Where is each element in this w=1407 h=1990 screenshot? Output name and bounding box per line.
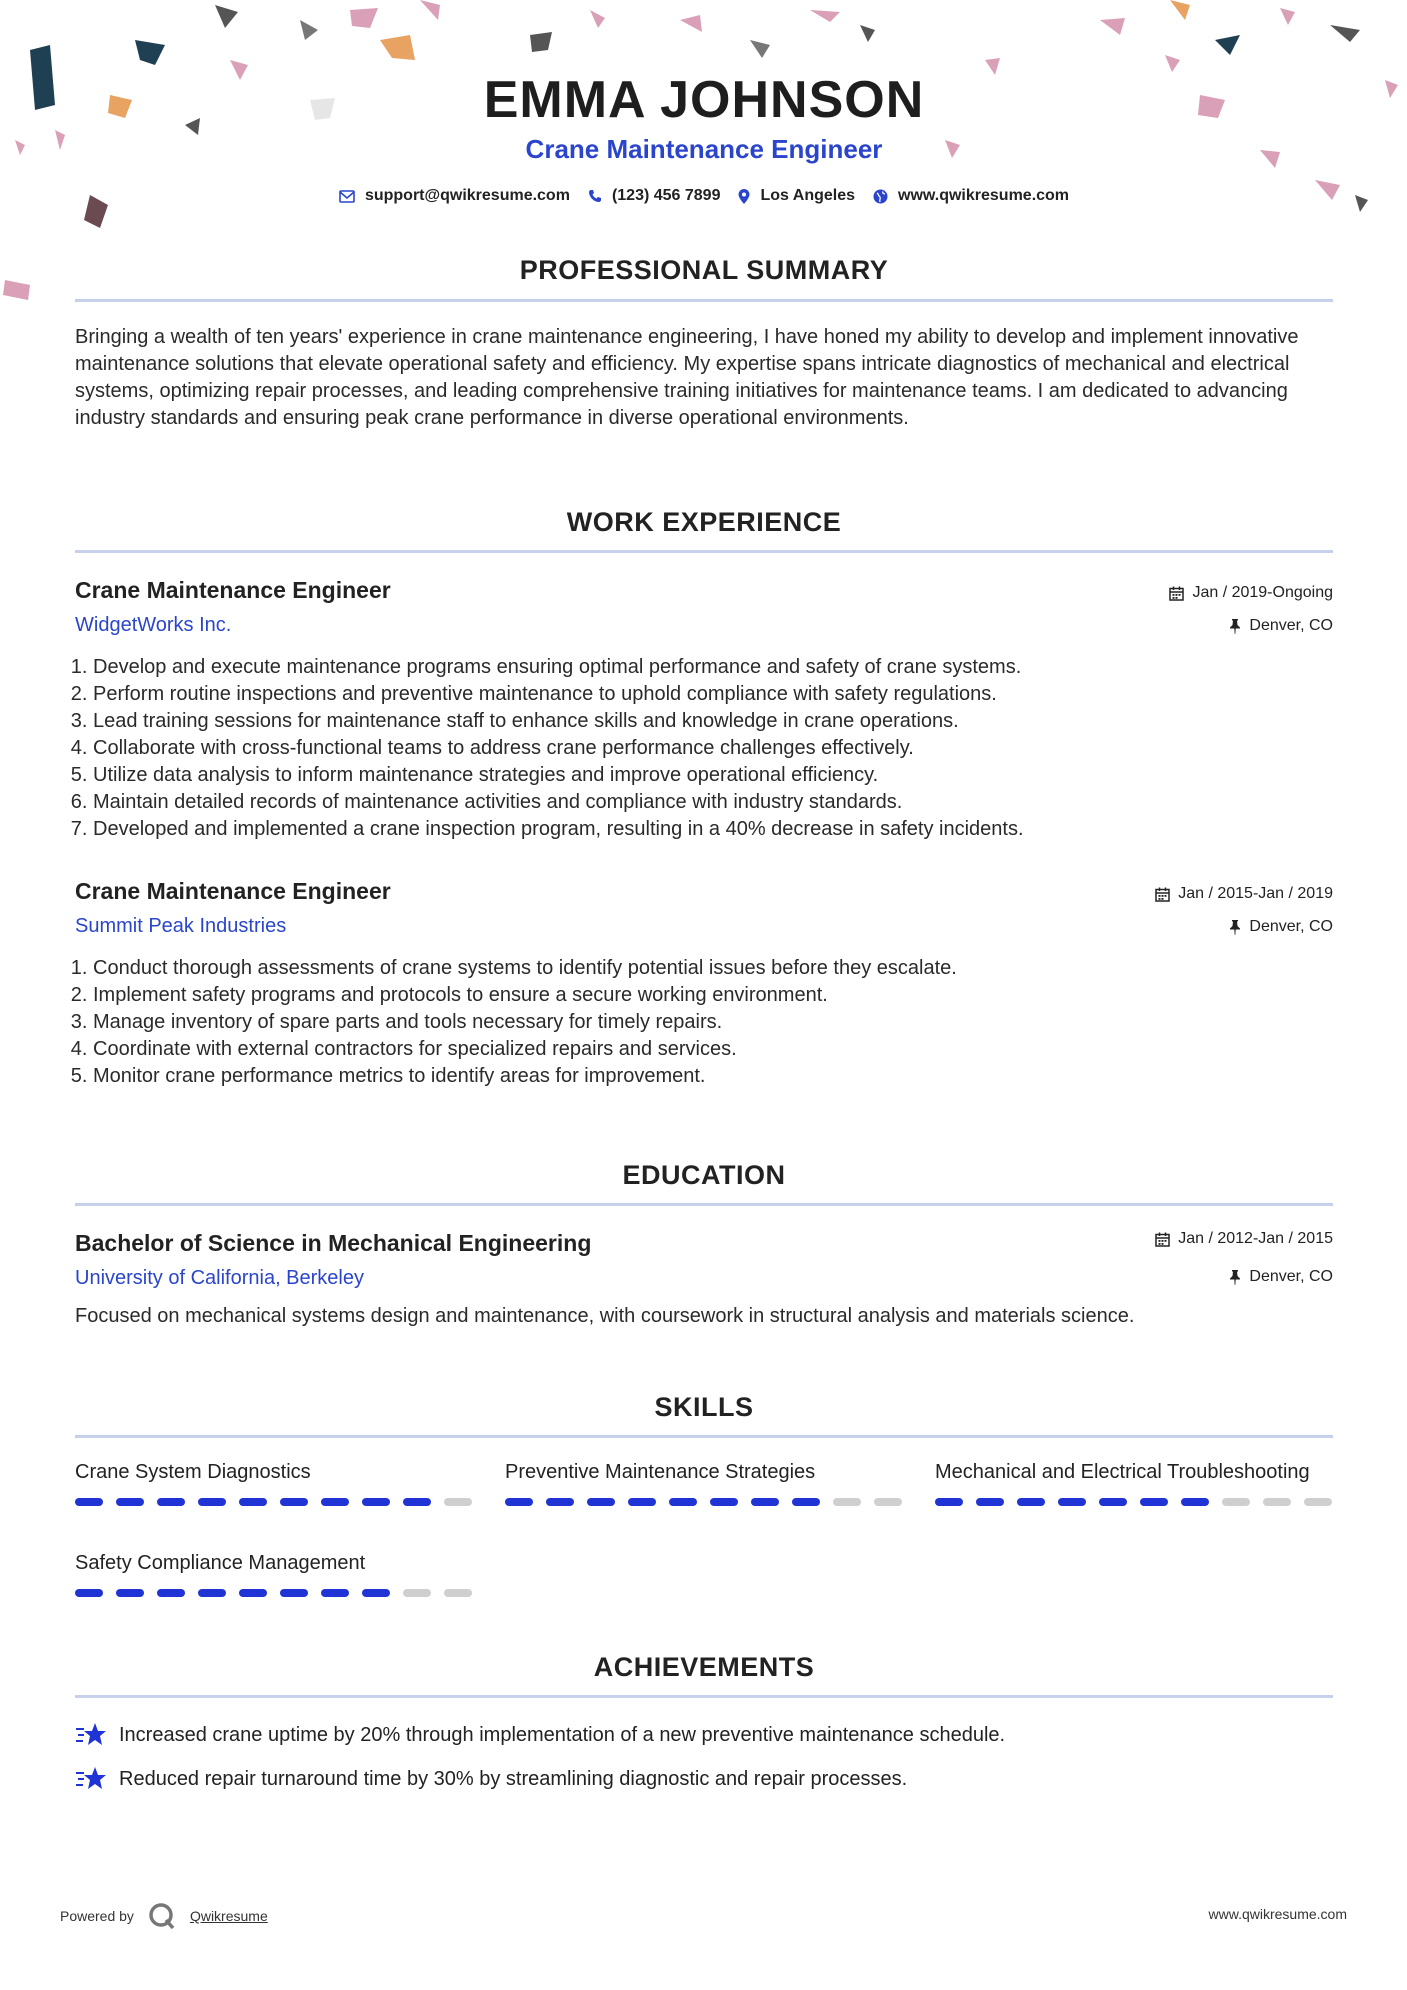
skill-dot-filled [362, 1498, 390, 1506]
contact-location-text: Los Angeles [760, 187, 856, 204]
education-dates [1155, 1230, 1333, 1248]
envelope-icon [339, 190, 355, 203]
job-1-location [1229, 617, 1333, 635]
job-1-company: WidgetWorks Inc. [75, 614, 232, 636]
achievements-divider [75, 1695, 1333, 1698]
skill-dot-filled [546, 1498, 574, 1506]
list-item: 7. Developed and implemented a crane inspection program, resulting in a 40% decrease in safety incidents. [93, 816, 1351, 843]
qwikresume-link[interactable]: Qwikresume [189, 1908, 268, 1924]
pushpin-icon [1229, 920, 1241, 935]
education-heading: EDUCATION [622, 1160, 786, 1190]
skill-name: Safety Compliance Management [75, 1552, 366, 1574]
contact-phone[interactable] [588, 187, 721, 205]
skill-dot-filled [751, 1498, 779, 1506]
star-icon [75, 1721, 107, 1749]
skill-dot-filled [362, 1589, 390, 1597]
skill-dot-empty [444, 1589, 472, 1597]
list-item: 6. Maintain detailed records of maintenance activities and compliance with industry standards. [93, 789, 1351, 816]
skill-dot-filled [198, 1589, 226, 1597]
skill-dot-filled [75, 1498, 103, 1506]
education-description: Focused on mechanical systems design and maintenance, with coursework in structural analysis and materials science. [75, 1305, 1135, 1327]
skill-dot-filled [669, 1498, 697, 1506]
skill-dot-filled [935, 1498, 963, 1506]
achievement-item [75, 1765, 907, 1793]
skill-dot-empty [1222, 1498, 1250, 1506]
list-item: 4. Collaborate with cross-functional teams to address crane performance challenges effectively. [93, 735, 1351, 762]
skill-dot-filled [792, 1498, 820, 1506]
education-location [1229, 1268, 1333, 1286]
education-degree: Bachelor of Science in Mechanical Engineering [75, 1230, 592, 1256]
list-item: 5. Utilize data analysis to inform maintenance strategies and improve operational efficiency. [93, 762, 1351, 789]
list-item: 3. Lead training sessions for maintenance staff to enhance skills and knowledge in crane operations. [93, 708, 1351, 735]
skill-dot-filled [157, 1498, 185, 1506]
skill-dot-filled [198, 1498, 226, 1506]
list-item: 1. Develop and execute maintenance programs ensuring optimal performance and safety of crane systems. [93, 654, 1351, 681]
job-2-location-text: Denver, CO [1249, 918, 1333, 935]
pushpin-icon [1229, 1270, 1241, 1285]
contact-bar [75, 187, 1333, 205]
skill-dot-filled [587, 1498, 615, 1506]
skill-rating [75, 1589, 475, 1597]
skill-dot-filled [116, 1498, 144, 1506]
skill-dot-filled [157, 1589, 185, 1597]
list-item: 1. Conduct thorough assessments of crane systems to identify potential issues before they escalate. [93, 955, 1351, 982]
list-item: 4. Coordinate with external contractors for specialized repairs and services. [93, 1036, 1351, 1063]
candidate-name: EMMA JOHNSON [483, 71, 925, 129]
contact-email[interactable] [339, 187, 570, 205]
skill-dot-empty [833, 1498, 861, 1506]
map-pin-icon [738, 189, 750, 204]
skill-rating [505, 1498, 905, 1506]
list-item: 2. Implement safety programs and protocols to ensure a secure working environment. [93, 982, 1351, 1009]
list-item: 5. Monitor crane performance metrics to identify areas for improvement. [93, 1063, 1351, 1090]
skill-dot-filled [628, 1498, 656, 1506]
skill-dot-filled [321, 1498, 349, 1506]
contact-website-text: www.qwikresume.com [898, 187, 1070, 204]
contact-location [738, 187, 855, 205]
job-1-title: Crane Maintenance Engineer [75, 577, 391, 603]
phone-icon [588, 189, 602, 203]
star-icon [75, 1765, 107, 1793]
skill-dot-filled [976, 1498, 1004, 1506]
achievement-item [75, 1721, 1005, 1749]
skill-dot-filled [1099, 1498, 1127, 1506]
candidate-title: Crane Maintenance Engineer [525, 134, 883, 164]
skill-dot-filled [403, 1498, 431, 1506]
skill-dot-empty [1304, 1498, 1332, 1506]
skill-name: Mechanical and Electrical Troubleshooting [935, 1461, 1310, 1483]
job-2-location [1229, 918, 1333, 936]
contact-website[interactable] [873, 187, 1069, 205]
job-1-dates [1169, 584, 1333, 602]
job-2-bullets [75, 955, 1351, 1090]
job-1-dates-text: Jan / 2019-Ongoing [1192, 584, 1333, 601]
summary-heading: PROFESSIONAL SUMMARY [519, 255, 889, 285]
education-location-text: Denver, CO [1249, 1268, 1333, 1285]
skill-item [75, 1459, 475, 1506]
skill-dot-empty [444, 1498, 472, 1506]
skill-dot-empty [403, 1589, 431, 1597]
calendar-icon [1155, 887, 1170, 902]
job-2-company: Summit Peak Industries [75, 915, 287, 937]
skill-name: Preventive Maintenance Strategies [505, 1461, 816, 1483]
skill-dot-empty [874, 1498, 902, 1506]
achievements-heading: ACHIEVEMENTS [593, 1652, 815, 1682]
skill-dot-filled [1017, 1498, 1045, 1506]
skill-dot-filled [116, 1589, 144, 1597]
footer-powered-by [60, 1902, 268, 1930]
job-1-bullets [75, 654, 1351, 843]
list-item: 2. Perform routine inspections and preventive maintenance to uphold compliance with safety regulations. [93, 681, 1351, 708]
skill-dot-filled [1058, 1498, 1086, 1506]
globe-icon [873, 189, 888, 204]
contact-phone-text: (123) 456 7899 [611, 187, 721, 204]
skill-dot-filled [321, 1589, 349, 1597]
job-1-location-text: Denver, CO [1249, 617, 1333, 634]
skill-dot-filled [710, 1498, 738, 1506]
skill-item [75, 1550, 475, 1597]
achievement-text: Reduced repair turnaround time by 30% by streamlining diagnostic and repair processes. [119, 1767, 908, 1790]
skill-item [935, 1459, 1335, 1506]
pushpin-icon [1229, 619, 1241, 634]
qwikresume-logo-icon [148, 1902, 176, 1930]
skill-rating [75, 1498, 475, 1506]
contact-email-text: support@qwikresume.com [364, 187, 570, 204]
skill-dot-filled [280, 1498, 308, 1506]
powered-by-label: Powered by [60, 1908, 134, 1924]
summary-divider [75, 299, 1333, 302]
calendar-icon [1155, 1232, 1170, 1247]
job-2-dates [1155, 885, 1333, 903]
achievement-text: Increased crane uptime by 20% through implementation of a new preventive maintenance schedule. [119, 1723, 1006, 1746]
job-2-title: Crane Maintenance Engineer [75, 878, 391, 904]
skill-item [505, 1459, 905, 1506]
skill-rating [935, 1498, 1335, 1506]
education-divider [75, 1203, 1333, 1206]
skill-dot-filled [75, 1589, 103, 1597]
skill-dot-filled [1181, 1498, 1209, 1506]
skill-name: Crane System Diagnostics [75, 1461, 311, 1483]
experience-heading: WORK EXPERIENCE [566, 507, 842, 537]
summary-text: Bringing a wealth of ten years' experience in crane maintenance engineering, I have honed my ability to develop and implement innovative maintenance solutions that elevate operational safety and efficiency. My expertise spans intricate diagnostics of mechanical and electrical systems, optimizing repair processes, and leading comprehensive training initiatives for maintenance teams. I am dedicated to advancing industry standards and ensuring peak crane performance in diverse operational environments. [75, 326, 1299, 429]
skill-dot-empty [1263, 1498, 1291, 1506]
job-2-dates-text: Jan / 2015-Jan / 2019 [1178, 885, 1333, 902]
calendar-icon [1169, 586, 1184, 601]
experience-divider [75, 550, 1333, 553]
skill-dot-filled [239, 1589, 267, 1597]
education-dates-text: Jan / 2012-Jan / 2015 [1178, 1230, 1333, 1247]
skills-divider [75, 1435, 1333, 1438]
list-item: 3. Manage inventory of spare parts and tools necessary for timely repairs. [93, 1009, 1351, 1036]
skill-dot-filled [505, 1498, 533, 1506]
skill-dot-filled [239, 1498, 267, 1506]
skill-dot-filled [280, 1589, 308, 1597]
skills-heading: SKILLS [654, 1392, 754, 1422]
education-school: University of California, Berkeley [75, 1267, 364, 1289]
skill-dot-filled [1140, 1498, 1168, 1506]
footer-website[interactable]: www.qwikresume.com [1208, 1906, 1347, 1922]
